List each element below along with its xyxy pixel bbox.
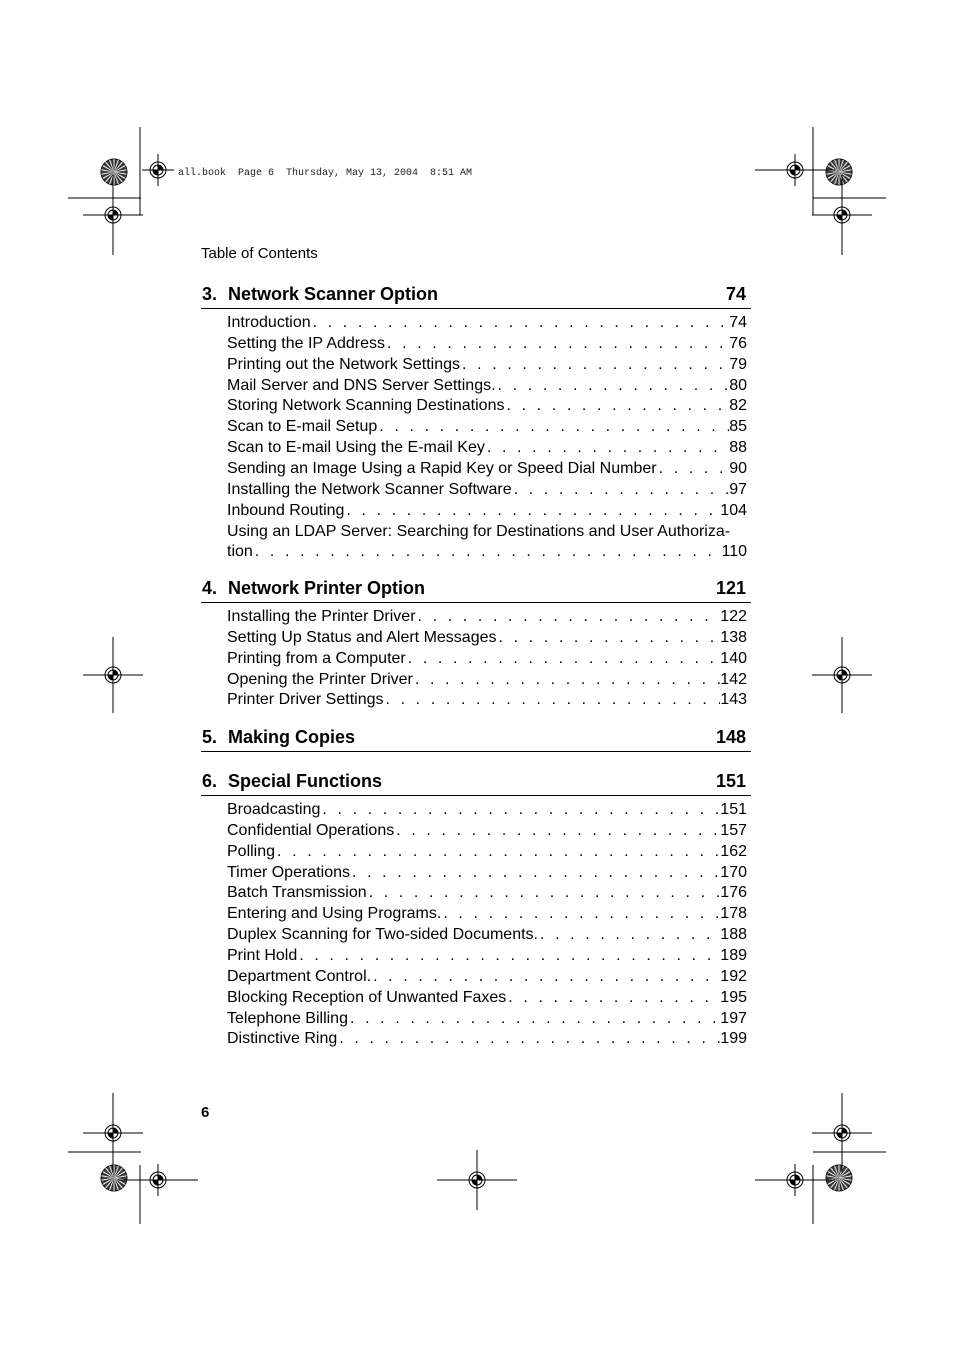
toc-entry-title: Polling bbox=[227, 842, 276, 860]
dot-leader bbox=[377, 417, 729, 437]
chapter-title: Network Printer Option bbox=[228, 578, 426, 598]
dot-leader bbox=[485, 438, 729, 458]
toc-entry-title: Storing Network Scanning Destinations bbox=[227, 397, 505, 415]
toc-entry-page: 143 bbox=[720, 691, 747, 709]
running-head: Table of Contents bbox=[201, 245, 318, 262]
toc-entry[interactable] bbox=[227, 690, 747, 710]
toc-entry-page: 197 bbox=[720, 1009, 747, 1027]
toc-entry-page: 188 bbox=[720, 926, 747, 944]
page-number: 6 bbox=[201, 1104, 210, 1121]
toc-entry-title: Printing out the Network Settings bbox=[227, 355, 461, 373]
chapter-number: 5. bbox=[202, 727, 218, 747]
toc-entry[interactable] bbox=[227, 925, 747, 945]
toc-entry-title: Inbound Routing bbox=[227, 501, 345, 519]
dot-leader bbox=[384, 690, 721, 710]
dot-leader bbox=[496, 628, 720, 648]
toc-entry[interactable] bbox=[227, 628, 747, 648]
toc-entry[interactable] bbox=[227, 1029, 747, 1049]
chapter-title: Special Functions bbox=[228, 771, 383, 791]
toc-entry-page: 85 bbox=[729, 418, 747, 436]
dot-leader bbox=[337, 1029, 720, 1049]
toc-entry-title: Duplex Scanning for Two-sided Documents. bbox=[227, 926, 538, 944]
toc-entry[interactable] bbox=[227, 842, 747, 862]
toc-entry-page: 142 bbox=[720, 670, 747, 688]
chapter-number: 6. bbox=[202, 771, 218, 791]
toc-entry[interactable] bbox=[227, 946, 747, 966]
toc-entry-title: Entering and Using Programs. bbox=[227, 905, 442, 923]
toc-entry-page: 138 bbox=[720, 628, 747, 646]
toc-entry-title[interactable]: Using an LDAP Server: Searching for Destinations and User Authoriza- bbox=[227, 522, 731, 540]
toc-entry[interactable] bbox=[227, 649, 747, 669]
chapter-page: 121 bbox=[715, 578, 746, 598]
toc-entry-title: Scan to E-mail Using the E-mail Key bbox=[227, 439, 485, 457]
toc-entry-page: 199 bbox=[720, 1030, 747, 1048]
dot-leader bbox=[406, 649, 721, 669]
toc-entry-title: Distinctive Ring bbox=[227, 1030, 338, 1048]
chapter-heading[interactable] bbox=[201, 284, 751, 309]
toc-entry[interactable] bbox=[227, 542, 747, 562]
toc-entry-title: Setting the IP Address bbox=[227, 334, 386, 352]
toc-entry[interactable] bbox=[227, 883, 747, 903]
dot-leader bbox=[504, 396, 729, 416]
toc-entry-page: 140 bbox=[720, 649, 747, 667]
dot-leader bbox=[496, 376, 730, 396]
toc-entry-page: 195 bbox=[720, 988, 747, 1006]
toc-entry-page: 90 bbox=[729, 459, 747, 477]
toc-entry-page: 82 bbox=[729, 397, 747, 415]
toc-entry-title: Timer Operations bbox=[227, 863, 350, 881]
toc-entry[interactable] bbox=[227, 313, 747, 333]
dot-leader bbox=[350, 863, 720, 883]
toc-entry-title: Department Control. bbox=[227, 967, 372, 985]
toc-entry[interactable] bbox=[227, 438, 747, 458]
chapter-page: 148 bbox=[715, 727, 746, 747]
toc-entry-title: Installing the Printer Driver bbox=[227, 608, 416, 625]
chapter-page: 74 bbox=[725, 284, 746, 304]
toc-entry[interactable] bbox=[227, 376, 747, 396]
toc-entry-title: Telephone Billing bbox=[227, 1009, 348, 1027]
toc-entry[interactable] bbox=[227, 821, 747, 841]
dot-leader bbox=[460, 355, 729, 375]
toc-entry-title: Batch Transmission bbox=[227, 884, 367, 902]
dot-leader bbox=[311, 313, 730, 333]
toc-entry-page: 110 bbox=[721, 543, 747, 561]
toc-entry-title: Print Hold bbox=[227, 946, 298, 964]
toc-entry[interactable] bbox=[227, 334, 747, 354]
toc-entry[interactable] bbox=[227, 459, 747, 479]
toc-entry[interactable] bbox=[227, 396, 747, 416]
dot-leader bbox=[538, 925, 720, 945]
dot-leader bbox=[385, 334, 729, 354]
chapter-title: Making Copies bbox=[228, 727, 356, 747]
dot-leader bbox=[394, 821, 720, 841]
toc-entry-title: Mail Server and DNS Server Settings. bbox=[227, 376, 496, 394]
chapter-heading[interactable] bbox=[201, 727, 751, 752]
toc-entry-title: Opening the Printer Driver bbox=[227, 670, 413, 688]
dot-leader bbox=[297, 946, 720, 966]
toc-entry-page: 178 bbox=[720, 905, 747, 923]
toc-entry-title: Confidential Operations bbox=[227, 821, 395, 839]
chapter-heading[interactable] bbox=[201, 578, 751, 603]
toc-entry-title: Setting Up Status and Alert Messages bbox=[227, 628, 497, 646]
toc-entry[interactable] bbox=[227, 480, 747, 500]
dot-leader bbox=[275, 842, 720, 862]
dot-leader bbox=[512, 480, 730, 500]
dot-leader bbox=[253, 542, 722, 562]
toc-entry-title: Broadcasting bbox=[227, 801, 321, 818]
dot-leader bbox=[413, 670, 720, 690]
dot-leader bbox=[348, 1009, 720, 1029]
chapter-number: 3. bbox=[202, 284, 218, 304]
toc-entry-title: Introduction bbox=[227, 314, 311, 331]
toc-entry[interactable] bbox=[227, 1009, 747, 1029]
dot-leader bbox=[367, 883, 721, 903]
dot-leader bbox=[371, 967, 720, 987]
toc-entry-page: 176 bbox=[720, 884, 747, 902]
toc-entry[interactable] bbox=[227, 988, 747, 1008]
dot-leader bbox=[441, 904, 720, 924]
toc-entry-page: 97 bbox=[729, 480, 747, 498]
toc-entry[interactable] bbox=[227, 863, 747, 883]
chapter-heading[interactable] bbox=[201, 771, 751, 796]
toc-entry-page: 80 bbox=[729, 376, 747, 394]
toc-entry[interactable] bbox=[227, 967, 747, 987]
toc-entry[interactable] bbox=[227, 670, 747, 690]
chapter-number: 4. bbox=[202, 578, 218, 598]
dot-leader bbox=[320, 800, 720, 820]
toc-entry-continuation: tion bbox=[227, 543, 253, 561]
print-slug: all.book Page 6 Thursday, May 13, 2004 8:51 AM bbox=[178, 168, 473, 179]
toc-entry[interactable] bbox=[227, 417, 747, 437]
dot-leader bbox=[506, 988, 720, 1008]
toc-entry-page: 88 bbox=[729, 439, 747, 457]
toc-entry-page: 122 bbox=[720, 608, 747, 625]
toc-entry[interactable] bbox=[227, 355, 747, 375]
toc-entry-title: Printing from a Computer bbox=[227, 649, 406, 667]
toc-entry-title: Blocking Reception of Unwanted Faxes bbox=[227, 988, 507, 1006]
toc-entry-title: Scan to E-mail Setup bbox=[227, 418, 378, 436]
dot-leader bbox=[657, 459, 730, 479]
toc-entry-page: 157 bbox=[720, 821, 747, 839]
toc-entry-page: 189 bbox=[720, 946, 747, 964]
toc-entry-title: Printer Driver Settings bbox=[227, 691, 384, 709]
toc-entry-page: 170 bbox=[720, 863, 747, 881]
toc-entry[interactable] bbox=[227, 501, 747, 521]
toc-entry-page: 79 bbox=[729, 355, 747, 373]
toc-entry-page: 162 bbox=[720, 842, 747, 860]
toc-entry[interactable] bbox=[227, 800, 747, 820]
toc-entry-page: 192 bbox=[720, 967, 747, 985]
toc-entry-page: 76 bbox=[729, 334, 747, 352]
chapter-page: 151 bbox=[715, 771, 746, 791]
toc-entry-page: 74 bbox=[729, 314, 747, 331]
dot-leader bbox=[416, 607, 721, 627]
toc-entry-page: 151 bbox=[720, 801, 747, 818]
chapter-title: Network Scanner Option bbox=[228, 284, 439, 304]
toc-entry-page: 104 bbox=[720, 501, 747, 519]
toc-entry[interactable] bbox=[227, 607, 747, 627]
toc-entry-title: Sending an Image Using a Rapid Key or Speed Dial Number bbox=[227, 459, 657, 477]
dot-leader bbox=[344, 501, 720, 521]
toc-entry[interactable] bbox=[227, 904, 747, 924]
toc-entry-title: Installing the Network Scanner Software bbox=[227, 480, 512, 498]
